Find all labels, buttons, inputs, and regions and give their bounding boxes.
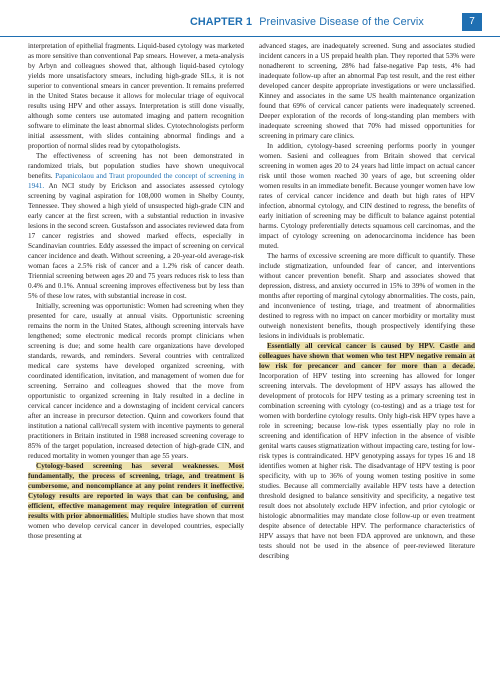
paragraph-text: Incorporation of HPV testing into screening has allowed for longer screening intervals. The development of HPV assays has allowed the development of protocols for HPV testing as a primary screening test in combination screening with cytology (co-testing) and as a triage test for women with borderline cytology results. Only high-risk HPV types have a role in screening; because low-risk types essentially play no role in screening and identification of HPV infection in the absence of visible genital warts causes stigmatization without impacting care, testing for low-risk types is contraindicated. HPV genotyping assays for types 16 and 18 identifies women at higher risk. The disadvantage of HPV testing is poor specificity, with up to 36% of young women testing positive in some studies. Because all commercially available HPV tests have a detection threshold designed to balance sensitivity and specificity, a negative test result does not absolutely exclude HPV infection, and prior cytologic or histologic abnormalities may mandate close follow-up or even treatment despite absence of detectable HPV. The performance characteristics of HPV assays that have not been FDA approved are unknown, and these tests should not be used in the absence of peer-reviewed literature describing: [259, 372, 475, 560]
paragraph-text: The effectiveness of screening has not been demonstrated in randomized trials, but population studies have shown unequivocal benefits.: [28, 152, 244, 180]
paragraph: Initially, screening was opportunistic: Women had screening when they presented for care, usually at annual visits. Opportunistic screening remains the norm in the United States, although screening intervals have lengthened; some electronic medical records prompt clinicians when screening is due; and some health care organizations have developed standards, rewards, and reminders. Several countries with centralized medical care systems have developed organized screening, with coordinated identification, invitation, and management of women due for screening. Serraino and colleagues showed that the move from opportunistic to organized screening in Italy resulted in a decline in cervical cancer incidence and a downstaging of incident cervical cancers after an increase in precursor detection. Quinn and coworkers found that institution a national call/recall system with incentive payments to general practitioners in Britain instituted in 1988 increased screening coverage to 85% of the target population, increased detection of high-grade CIN, and reduced mortality in women younger than age 55 years.: [28, 302, 244, 460]
paragraph: In addition, cytology-based screening performs poorly in younger women. Sasieni and colleagues from Britain showed that cervical screening in women ages 20 to 24 years had little impact on actual cancer risk until those women reached 30 years of age, but screening older women results in an immediate benefit. Because younger women have low rates of cervical cancer incidence and death but high rates of HPV infection, abnormal cytology, and CIN destined to regress, the benefits of early initiation of screening may be difficult to balance against potential harms. Cytology preferentially detects squamous cell carcinomas, and the impact of cytology screening on adenocarcinoma incidence has been muted.: [259, 142, 475, 250]
left-column: [28, 41, 244, 691]
paragraph: The harms of excessive screening are more difficult to quantify. These include stigmatization, unfounded fear of cancer, and interventions without cancer prevention benefit. Sharp and associates showed that depression, distress, and anxiety occurred in 15% to 39% of women in the months after reporting of marginal cytology abnormalities. The costs, pain, and inconvenience of testing, triage, and treatment of abnormalities destined to regress with no impact on cancer morbidity or mortality must outweigh nonexistent benefits, though prospectively identifying these lesions in individuals is problematic.: [259, 252, 475, 340]
header-rule: [0, 36, 500, 37]
paragraph: [28, 151, 244, 301]
paragraph: [259, 341, 475, 561]
paragraph-text: Multiple studies have shown that most women who develop cervical cancer in developed countries, especially those presenting at: [28, 512, 244, 540]
paragraph: advanced stages, are inadequately screened. Sung and associates studied incident cancers in a US prepaid health plan. They reported that 53% were nonadherent to screening, 28% had false-negative Pap tests, 4% had inadequate follow-up after an abnormal Pap test result, and the rest either developed cancer despite appropriate investigations or were unclassified. Kinney and associates in the same US health maintenance organization found that 69% of cervical cancer patients were inadequately screened. Deeper exploration of the records of long-standing plan members with inadequate screening showed that 70% had missed opportunities for screening in primary care clinics.: [259, 42, 475, 140]
highlighted-text: Cytology-based screening has several weaknesses. Most fundamentally, the process of screening, triage, and treatment is cumbersome, and noncompliance at any point renders it ineffective. Cytology results are reported in ways that can be confusing, and efficient, effective management may require integration of current results with prior abnormalities.: [28, 462, 244, 520]
chapter-name: Preinvasive Disease of the Cervix: [259, 16, 424, 28]
citation-link[interactable]: Papanicolaou and Traut propounded the concept of screening in 1941.: [28, 172, 244, 190]
paragraph-text: An NCI study by Erickson and associates assessed cytology screening by vaginal aspiration for 108,000 women in Shelby County, Tennessee. They showed a high yield of unsuspected high-grade CIN and early cancer at the first screen, with a substantial reduction in invasive lesions in the second screen. Gustafsson and associates reviewed data from 17 cancer registries and showed marked effects, especially in Scandinavian countries. Eddy assessed the impact of screening on cervical cancer incidence and death. Without screening, a 20-year-old average-risk woman faces a 2.5% risk of cancer and a 1.2% risk of cancer death. Triennial screening between ages 20 and 75 years reduces risk to less than 0.4% and 0.1%. Annual screening improves effectiveness but by less than 5% of these low rates, with substantial increase in cost.: [28, 182, 244, 300]
page-number: 7: [462, 13, 482, 31]
running-header: [0, 12, 500, 36]
right-column: [259, 41, 475, 691]
chapter-label: CHAPTER 1: [190, 16, 253, 28]
paragraph: interpretation of epithelial fragments. Liquid-based cytology was marketed as more sensitive than conventional Pap smears. However, a meta-analysis by Arbyn and colleagues showed that, although liquid-based cytology yields more unsatisfactory smears, including high-grade SILs, it is not superior to conventional smears in cancer prevention. It remains preferred in the United States because it allows for molecular triage of equivocal results using HPV and other assays. Interpretation is still done visually, although some centers use automated imaging and pattern recognition software to eliminate the least abnormal slides. Cytotechnologists perform initial assessment, with slides containing abnormal findings and a proportion of normal slides read by cytopathologists.: [28, 42, 244, 150]
highlighted-text: Essentially all cervical cancer is caused by HPV. Castle and colleagues have shown that women who test HPV negative remain at low risk for precancer and cancer for more than a decade.: [259, 342, 475, 370]
chapter-title: [190, 16, 424, 28]
paragraph: [28, 461, 244, 541]
